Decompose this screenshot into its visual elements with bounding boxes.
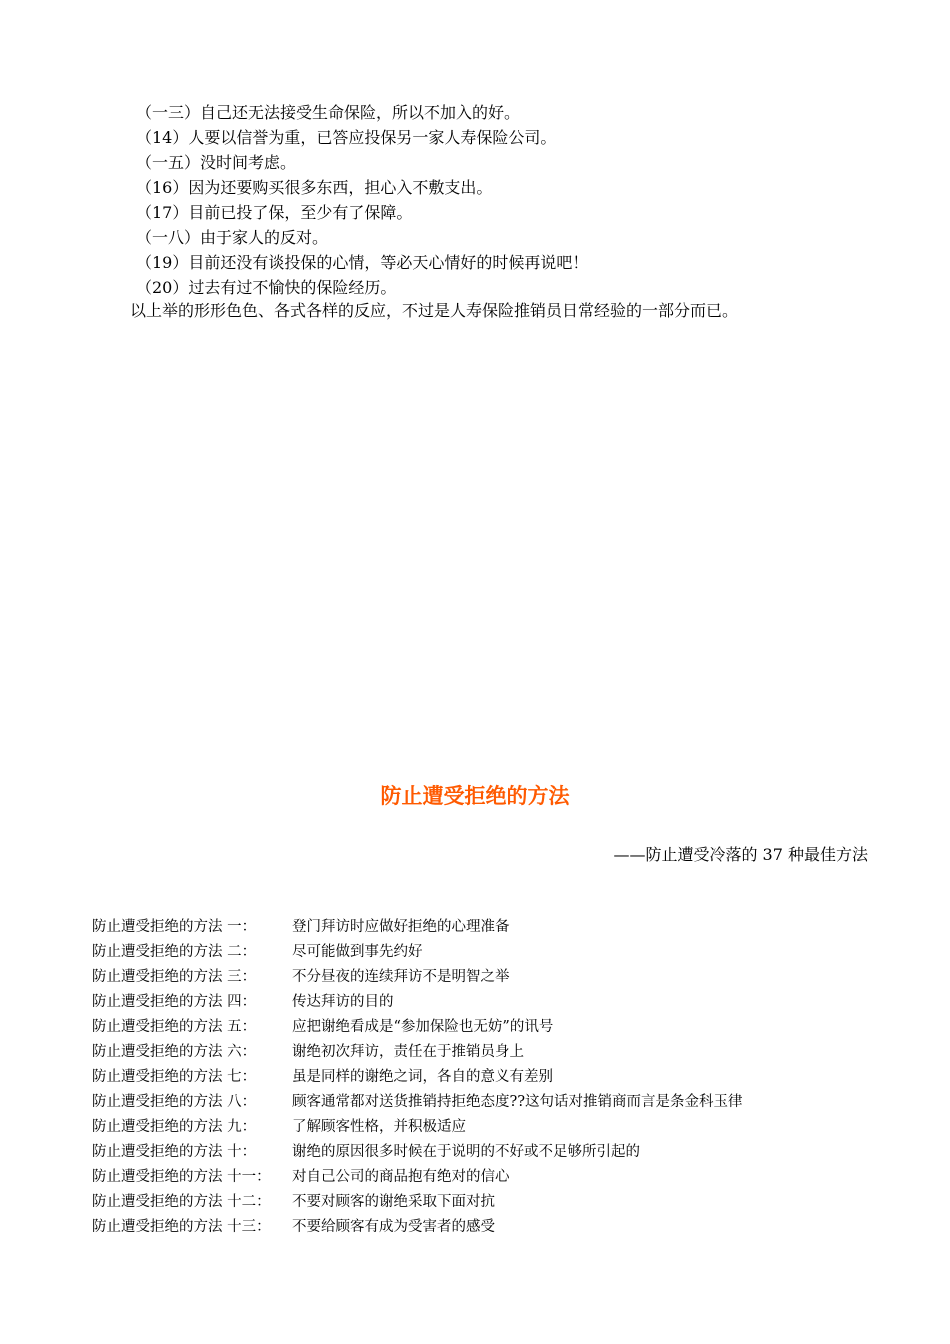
- method-label: 防止遭受拒绝的方法 九：: [92, 1119, 257, 1135]
- objection-item: （一三）自己还无法接受生命保险，所以不加入的好。: [136, 103, 521, 122]
- method-label: 防止遭受拒绝的方法 十二：: [92, 1194, 271, 1210]
- method-label: 防止遭受拒绝的方法 七：: [92, 1069, 257, 1085]
- method-text: 谢绝的原因很多时候在于说明的不好或不足够所引起的: [292, 1144, 640, 1160]
- objection-item: （19）目前还没有谈投保的心情，等必天心情好的时候再说吧！: [136, 253, 589, 272]
- method-item: [92, 1190, 743, 1215]
- objection-item: （20）过去有过不愉快的保险经历。: [136, 278, 397, 297]
- method-text: 对自己公司的商品抱有绝对的信心: [292, 1169, 510, 1185]
- method-item: [92, 1115, 743, 1140]
- method-label: 防止遭受拒绝的方法 四：: [92, 994, 257, 1010]
- method-label: 防止遭受拒绝的方法 十一：: [92, 1169, 271, 1185]
- method-label: 防止遭受拒绝的方法 五：: [92, 1019, 257, 1035]
- method-list: [92, 915, 743, 1240]
- method-text: 不要给顾客有成为受害者的感受: [292, 1219, 495, 1235]
- method-text: 不要对顾客的谢绝采取下面对抗: [292, 1194, 495, 1210]
- objection-list: [136, 100, 896, 300]
- objection-item: （一五）没时间考虑。: [136, 153, 297, 172]
- method-item: [92, 1015, 743, 1040]
- method-text: 谢绝初次拜访，责任在于推销员身上: [292, 1044, 524, 1060]
- summary-paragraph: 以上举的形形色色、各式各样的反应，不过是人寿保险推销员日常经验的一部分而已。: [130, 301, 739, 320]
- method-label: 防止遭受拒绝的方法 二：: [92, 944, 257, 960]
- method-item: [92, 1090, 743, 1115]
- method-item: [92, 1140, 743, 1165]
- method-label: 防止遭受拒绝的方法 三：: [92, 969, 257, 985]
- method-label: 防止遭受拒绝的方法 一：: [92, 919, 257, 935]
- method-text: 登门拜访时应做好拒绝的心理准备: [292, 919, 510, 935]
- objection-item: （16）因为还要购买很多东西，担心入不敷支出。: [136, 178, 493, 197]
- method-text: 不分昼夜的连续拜访不是明智之举: [292, 969, 510, 985]
- method-text: 应把谢绝看成是“参加保险也无妨”的讯号: [292, 1019, 554, 1035]
- method-item: [92, 915, 743, 940]
- method-text: 了解顾客性格，并积极适应: [292, 1119, 466, 1135]
- objection-item: （一八）由于家人的反对。: [136, 228, 329, 247]
- method-item: [92, 1165, 743, 1190]
- method-item: [92, 965, 743, 990]
- section-title: 防止遭受拒绝的方法: [380, 784, 570, 808]
- method-text: 虽是同样的谢绝之词，各自的意义有差别: [292, 1069, 553, 1085]
- method-item: [92, 1215, 743, 1240]
- method-label: 防止遭受拒绝的方法 十：: [92, 1144, 257, 1160]
- method-label: 防止遭受拒绝的方法 六：: [92, 1044, 257, 1060]
- objection-item: （14）人要以信誉为重，已答应投保另一家人寿保险公司。: [136, 128, 557, 147]
- method-item: [92, 990, 743, 1015]
- method-item: [92, 1040, 743, 1065]
- method-text: 尽可能做到事先约好: [292, 944, 423, 960]
- objection-item: （17）目前已投了保，至少有了保障。: [136, 203, 413, 222]
- method-item: [92, 940, 743, 965]
- method-label: 防止遭受拒绝的方法 十三：: [92, 1219, 271, 1235]
- method-item: [92, 1065, 743, 1090]
- method-text: 顾客通常都对送货推销持拒绝态度??这句话对推销商而言是条金科玉律: [292, 1094, 743, 1110]
- method-text: 传达拜访的目的: [292, 994, 394, 1010]
- section-subtitle: ——防止遭受冷落的 37 种最佳方法: [613, 845, 868, 864]
- method-label: 防止遭受拒绝的方法 八：: [92, 1094, 257, 1110]
